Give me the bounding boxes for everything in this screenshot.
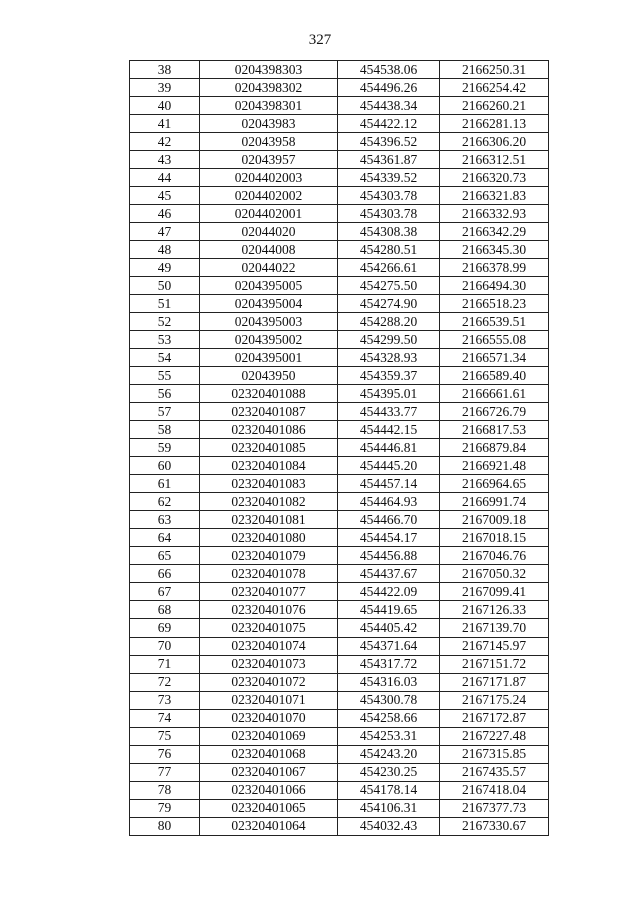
table-row	[130, 727, 549, 745]
table-row	[130, 475, 549, 493]
y-coordinate-cell: 2167377.73	[440, 799, 549, 817]
table-row	[130, 187, 549, 205]
x-coordinate-cell: 454464.93	[338, 493, 440, 511]
point-number-cell: 40	[130, 97, 200, 115]
y-coordinate-cell: 2166555.08	[440, 331, 549, 349]
y-coordinate-cell: 2167175.24	[440, 691, 549, 709]
point-code-cell: 02320401087	[200, 403, 338, 421]
table-row	[130, 709, 549, 727]
table-row	[130, 133, 549, 151]
point-number-cell: 70	[130, 637, 200, 655]
point-number-cell: 47	[130, 223, 200, 241]
x-coordinate-cell: 454445.20	[338, 457, 440, 475]
y-coordinate-cell: 2167435.57	[440, 763, 549, 781]
point-code-cell: 02320401085	[200, 439, 338, 457]
point-number-cell: 73	[130, 691, 200, 709]
y-coordinate-cell: 2167046.76	[440, 547, 549, 565]
y-coordinate-cell: 2166991.74	[440, 493, 549, 511]
table-row	[130, 691, 549, 709]
x-coordinate-cell: 454361.87	[338, 151, 440, 169]
x-coordinate-cell: 454456.88	[338, 547, 440, 565]
table-row	[130, 385, 549, 403]
point-code-cell: 0204395001	[200, 349, 338, 367]
point-code-cell: 02043950	[200, 367, 338, 385]
y-coordinate-cell: 2167009.18	[440, 511, 549, 529]
table-row	[130, 331, 549, 349]
point-code-cell: 0204402001	[200, 205, 338, 223]
x-coordinate-cell: 454438.34	[338, 97, 440, 115]
x-coordinate-cell: 454303.78	[338, 205, 440, 223]
table-row	[130, 97, 549, 115]
coordinates-table	[129, 60, 549, 836]
x-coordinate-cell: 454308.38	[338, 223, 440, 241]
x-coordinate-cell: 454316.03	[338, 673, 440, 691]
y-coordinate-cell: 2166281.13	[440, 115, 549, 133]
x-coordinate-cell: 454405.42	[338, 619, 440, 637]
point-number-cell: 78	[130, 781, 200, 799]
y-coordinate-cell: 2167227.48	[440, 727, 549, 745]
y-coordinate-cell: 2166921.48	[440, 457, 549, 475]
table-row	[130, 313, 549, 331]
point-code-cell: 02320401088	[200, 385, 338, 403]
x-coordinate-cell: 454454.17	[338, 529, 440, 547]
point-number-cell: 55	[130, 367, 200, 385]
table-row	[130, 295, 549, 313]
x-coordinate-cell: 454317.72	[338, 655, 440, 673]
x-coordinate-cell: 454442.15	[338, 421, 440, 439]
y-coordinate-cell: 2167018.15	[440, 529, 549, 547]
point-number-cell: 67	[130, 583, 200, 601]
table-row	[130, 421, 549, 439]
table-row	[130, 151, 549, 169]
point-number-cell: 64	[130, 529, 200, 547]
point-code-cell: 02320401074	[200, 637, 338, 655]
y-coordinate-cell: 2167418.04	[440, 781, 549, 799]
point-number-cell: 54	[130, 349, 200, 367]
y-coordinate-cell: 2166494.30	[440, 277, 549, 295]
point-code-cell: 0204395003	[200, 313, 338, 331]
x-coordinate-cell: 454300.78	[338, 691, 440, 709]
table-row	[130, 223, 549, 241]
point-number-cell: 58	[130, 421, 200, 439]
x-coordinate-cell: 454419.65	[338, 601, 440, 619]
point-number-cell: 68	[130, 601, 200, 619]
point-code-cell: 02320401079	[200, 547, 338, 565]
point-code-cell: 0204402003	[200, 169, 338, 187]
point-code-cell: 02320401066	[200, 781, 338, 799]
x-coordinate-cell: 454303.78	[338, 187, 440, 205]
point-number-cell: 51	[130, 295, 200, 313]
table-row	[130, 601, 549, 619]
x-coordinate-cell: 454274.90	[338, 295, 440, 313]
point-code-cell: 02320401078	[200, 565, 338, 583]
x-coordinate-cell: 454275.50	[338, 277, 440, 295]
page-number: 327	[308, 32, 332, 48]
y-coordinate-cell: 2166250.31	[440, 61, 549, 79]
point-code-cell: 0204402002	[200, 187, 338, 205]
y-coordinate-cell: 2167145.97	[440, 637, 549, 655]
point-code-cell: 02320401072	[200, 673, 338, 691]
table-row	[130, 205, 549, 223]
point-number-cell: 74	[130, 709, 200, 727]
point-code-cell: 02320401069	[200, 727, 338, 745]
y-coordinate-cell: 2166879.84	[440, 439, 549, 457]
y-coordinate-cell: 2166726.79	[440, 403, 549, 421]
y-coordinate-cell: 2166817.53	[440, 421, 549, 439]
x-coordinate-cell: 454496.26	[338, 79, 440, 97]
point-code-cell: 02044008	[200, 241, 338, 259]
point-code-cell: 02044022	[200, 259, 338, 277]
point-code-cell: 02320401070	[200, 709, 338, 727]
point-code-cell: 02320401077	[200, 583, 338, 601]
point-number-cell: 79	[130, 799, 200, 817]
table-row	[130, 655, 549, 673]
point-code-cell: 02320401081	[200, 511, 338, 529]
point-code-cell: 02320401071	[200, 691, 338, 709]
point-number-cell: 41	[130, 115, 200, 133]
point-code-cell: 02320401083	[200, 475, 338, 493]
y-coordinate-cell: 2166518.23	[440, 295, 549, 313]
point-number-cell: 63	[130, 511, 200, 529]
point-number-cell: 39	[130, 79, 200, 97]
point-code-cell: 02320401076	[200, 601, 338, 619]
x-coordinate-cell: 454396.52	[338, 133, 440, 151]
point-number-cell: 52	[130, 313, 200, 331]
x-coordinate-cell: 454422.09	[338, 583, 440, 601]
y-coordinate-cell: 2167151.72	[440, 655, 549, 673]
point-number-cell: 77	[130, 763, 200, 781]
point-number-cell: 60	[130, 457, 200, 475]
x-coordinate-cell: 454106.31	[338, 799, 440, 817]
table-row	[130, 781, 549, 799]
y-coordinate-cell: 2166306.20	[440, 133, 549, 151]
table-row	[130, 529, 549, 547]
y-coordinate-cell: 2166312.51	[440, 151, 549, 169]
table-row	[130, 259, 549, 277]
y-coordinate-cell: 2166320.73	[440, 169, 549, 187]
y-coordinate-cell: 2167099.41	[440, 583, 549, 601]
x-coordinate-cell: 454339.52	[338, 169, 440, 187]
table-row	[130, 79, 549, 97]
table-row	[130, 817, 549, 835]
point-number-cell: 45	[130, 187, 200, 205]
point-number-cell: 72	[130, 673, 200, 691]
x-coordinate-cell: 454258.66	[338, 709, 440, 727]
y-coordinate-cell: 2166964.65	[440, 475, 549, 493]
point-number-cell: 69	[130, 619, 200, 637]
x-coordinate-cell: 454328.93	[338, 349, 440, 367]
table-row	[130, 277, 549, 295]
point-code-cell: 02320401082	[200, 493, 338, 511]
point-code-cell: 02320401067	[200, 763, 338, 781]
point-number-cell: 66	[130, 565, 200, 583]
point-number-cell: 59	[130, 439, 200, 457]
table-row	[130, 169, 549, 187]
point-number-cell: 46	[130, 205, 200, 223]
point-number-cell: 65	[130, 547, 200, 565]
x-coordinate-cell: 454538.06	[338, 61, 440, 79]
x-coordinate-cell: 454178.14	[338, 781, 440, 799]
y-coordinate-cell: 2166378.99	[440, 259, 549, 277]
y-coordinate-cell: 2166321.83	[440, 187, 549, 205]
table-row	[130, 763, 549, 781]
table-row	[130, 493, 549, 511]
y-coordinate-cell: 2167330.67	[440, 817, 549, 835]
x-coordinate-cell: 454433.77	[338, 403, 440, 421]
point-code-cell: 0204395004	[200, 295, 338, 313]
point-number-cell: 62	[130, 493, 200, 511]
point-code-cell: 02043957	[200, 151, 338, 169]
x-coordinate-cell: 454422.12	[338, 115, 440, 133]
x-coordinate-cell: 454299.50	[338, 331, 440, 349]
point-number-cell: 44	[130, 169, 200, 187]
table-row	[130, 457, 549, 475]
point-code-cell: 02320401064	[200, 817, 338, 835]
point-code-cell: 0204395005	[200, 277, 338, 295]
point-code-cell: 0204398301	[200, 97, 338, 115]
y-coordinate-cell: 2167139.70	[440, 619, 549, 637]
point-code-cell: 02043983	[200, 115, 338, 133]
point-number-cell: 48	[130, 241, 200, 259]
table-row	[130, 547, 549, 565]
point-code-cell: 02320401086	[200, 421, 338, 439]
x-coordinate-cell: 454032.43	[338, 817, 440, 835]
point-number-cell: 50	[130, 277, 200, 295]
y-coordinate-cell: 2166661.61	[440, 385, 549, 403]
point-code-cell: 0204398303	[200, 61, 338, 79]
point-code-cell: 0204395002	[200, 331, 338, 349]
point-code-cell: 02320401080	[200, 529, 338, 547]
table-row	[130, 619, 549, 637]
point-code-cell: 02320401065	[200, 799, 338, 817]
point-number-cell: 38	[130, 61, 200, 79]
table-body	[130, 61, 549, 836]
point-code-cell: 02044020	[200, 223, 338, 241]
table-row	[130, 565, 549, 583]
point-number-cell: 75	[130, 727, 200, 745]
y-coordinate-cell: 2167172.87	[440, 709, 549, 727]
table-row	[130, 241, 549, 259]
y-coordinate-cell: 2166539.51	[440, 313, 549, 331]
x-coordinate-cell: 454395.01	[338, 385, 440, 403]
table-row	[130, 403, 549, 421]
x-coordinate-cell: 454457.14	[338, 475, 440, 493]
table-row	[130, 673, 549, 691]
table-row	[130, 367, 549, 385]
y-coordinate-cell: 2167171.87	[440, 673, 549, 691]
y-coordinate-cell: 2166345.30	[440, 241, 549, 259]
point-number-cell: 49	[130, 259, 200, 277]
x-coordinate-cell: 454466.70	[338, 511, 440, 529]
x-coordinate-cell: 454243.20	[338, 745, 440, 763]
point-number-cell: 53	[130, 331, 200, 349]
point-code-cell: 02320401084	[200, 457, 338, 475]
y-coordinate-cell: 2167315.85	[440, 745, 549, 763]
table-row	[130, 637, 549, 655]
point-number-cell: 76	[130, 745, 200, 763]
point-code-cell: 02320401068	[200, 745, 338, 763]
table-row	[130, 439, 549, 457]
x-coordinate-cell: 454288.20	[338, 313, 440, 331]
point-number-cell: 57	[130, 403, 200, 421]
y-coordinate-cell: 2166254.42	[440, 79, 549, 97]
point-number-cell: 61	[130, 475, 200, 493]
table-row	[130, 745, 549, 763]
x-coordinate-cell: 454230.25	[338, 763, 440, 781]
y-coordinate-cell: 2166260.21	[440, 97, 549, 115]
x-coordinate-cell: 454371.64	[338, 637, 440, 655]
y-coordinate-cell: 2166571.34	[440, 349, 549, 367]
x-coordinate-cell: 454359.37	[338, 367, 440, 385]
point-number-cell: 56	[130, 385, 200, 403]
point-number-cell: 43	[130, 151, 200, 169]
point-code-cell: 0204398302	[200, 79, 338, 97]
table-row	[130, 799, 549, 817]
x-coordinate-cell: 454446.81	[338, 439, 440, 457]
table-row	[130, 511, 549, 529]
table-row	[130, 115, 549, 133]
x-coordinate-cell: 454437.67	[338, 565, 440, 583]
table-row	[130, 583, 549, 601]
point-number-cell: 80	[130, 817, 200, 835]
y-coordinate-cell: 2167050.32	[440, 565, 549, 583]
point-number-cell: 71	[130, 655, 200, 673]
x-coordinate-cell: 454266.61	[338, 259, 440, 277]
x-coordinate-cell: 454253.31	[338, 727, 440, 745]
table-row	[130, 349, 549, 367]
y-coordinate-cell: 2167126.33	[440, 601, 549, 619]
point-number-cell: 42	[130, 133, 200, 151]
y-coordinate-cell: 2166342.29	[440, 223, 549, 241]
point-code-cell: 02043958	[200, 133, 338, 151]
point-code-cell: 02320401075	[200, 619, 338, 637]
y-coordinate-cell: 2166332.93	[440, 205, 549, 223]
point-code-cell: 02320401073	[200, 655, 338, 673]
y-coordinate-cell: 2166589.40	[440, 367, 549, 385]
table-row	[130, 61, 549, 79]
x-coordinate-cell: 454280.51	[338, 241, 440, 259]
